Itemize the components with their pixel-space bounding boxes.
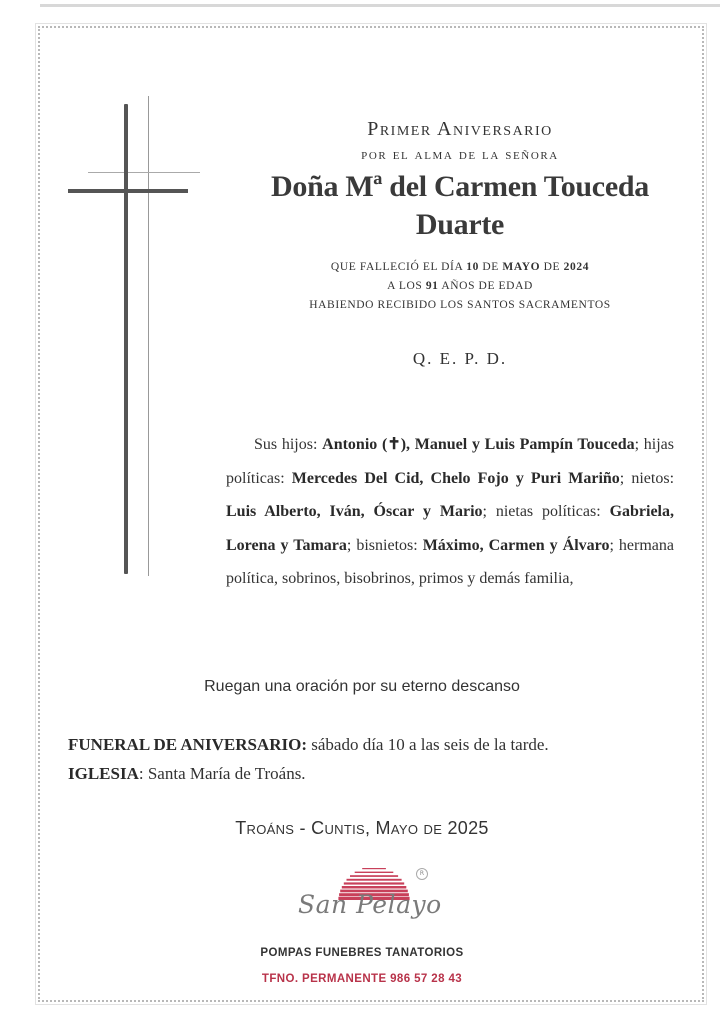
for-soul-line: por el alma de la señora <box>361 147 559 163</box>
logo-text: San Pelayo <box>298 890 442 919</box>
header <box>200 118 720 369</box>
registered-mark-icon: R <box>416 868 428 880</box>
cross-thin-vertical <box>148 96 149 576</box>
deceased-name-line2: Duarte <box>415 208 505 241</box>
church-value: : Santa María de Troáns. <box>138 764 306 783</box>
cross-thin-horizontal <box>88 172 200 173</box>
age-suffix: AÑOS DE EDAD <box>438 280 533 292</box>
top-rule <box>40 4 720 7</box>
family-text-1: Sus hijos: <box>254 436 323 453</box>
family-great-grandchildren: Máximo, Carmen y Álvaro <box>422 536 610 554</box>
cross-main-horizontal <box>68 189 188 193</box>
family-granddaughters-in-law: Gabriela, Lorena y Tamara <box>226 503 674 554</box>
funeral-details <box>68 730 688 788</box>
logo-stripe <box>355 872 394 873</box>
death-date-sep2: DE <box>540 261 564 273</box>
death-year: 2024 <box>563 261 590 273</box>
logo-stripe <box>342 886 407 889</box>
logo-stripe <box>362 868 386 869</box>
family-text-5: ; bisnietos: <box>346 536 423 554</box>
death-info <box>200 258 720 315</box>
family-text-4: ; nietas políticas: <box>482 503 610 520</box>
death-month: MAYO <box>502 261 541 273</box>
place-date: Troáns - Cuntis, Mayo de 2025 <box>235 818 489 838</box>
age-line <box>200 277 720 296</box>
family-text-2: ; hijas políticas: <box>226 436 674 487</box>
family-grandsons: Luis Alberto, Iván, Óscar y Mario <box>226 503 483 520</box>
sacraments-line: HABIENDO RECIBIDO LOS SANTOS SACRAMENTOS <box>309 299 611 311</box>
death-date-line <box>200 258 720 277</box>
logo-stripe <box>344 882 404 884</box>
family-text-6: ; hermana política, sobrinos, bisobrinos, primos y demás familia, <box>226 536 674 587</box>
church-line <box>68 759 688 788</box>
company-tagline: POMPAS FUNEBRES TANATORIOS <box>260 947 464 959</box>
family-sons: Antonio (✝), Manuel y Luis Pampín Touceda <box>322 436 635 453</box>
san-pelayo-logo <box>296 862 446 934</box>
death-day: 10 <box>466 261 479 273</box>
logo-stripe <box>350 875 398 877</box>
deceased-name <box>200 168 720 244</box>
prayer-request: Ruegan una oración por su eterno descanso <box>204 678 520 695</box>
family-text-3: ; nietos: <box>619 469 675 487</box>
cross-icon <box>60 96 200 586</box>
death-date-sep1: DE <box>478 261 503 273</box>
age-prefix: A LOS <box>387 280 426 292</box>
funeral-label: FUNERAL DE ANIVERSARIO: <box>68 735 307 754</box>
deceased-name-line1: Doña Mª del Carmen Touceda <box>271 170 649 203</box>
funeral-line <box>68 730 688 759</box>
family-paragraph <box>226 428 674 596</box>
family-daughters-in-law: Mercedes Del Cid, Chelo Fojo y Puri Mariño <box>291 469 620 487</box>
phone-number: TFNO. PERMANENTE 986 57 28 43 <box>261 973 463 985</box>
anniversary-title: Primer Aniversario <box>367 118 553 140</box>
qepd: Q. E. P. D. <box>412 349 508 368</box>
age-value: 91 <box>425 280 439 292</box>
death-date-prefix: QUE FALLECIÓ EL DÍA <box>330 261 467 273</box>
logo-stripe <box>347 879 402 881</box>
church-label: IGLESIA <box>68 764 139 783</box>
cross-main-vertical <box>124 104 128 574</box>
funeral-value: sábado día 10 a las seis de la tarde. <box>306 735 549 754</box>
